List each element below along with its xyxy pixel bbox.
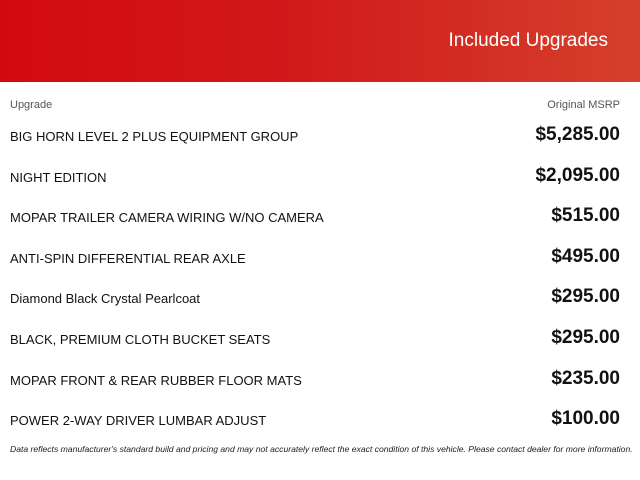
header-banner: [0, 0, 640, 82]
upgrade-price: $100.00: [551, 408, 620, 430]
upgrade-price: $2,095.00: [535, 164, 620, 186]
disclaimer-text: Data reflects manufacturer's standard build and pricing and may not accurately reflect the exact condition of this vehicle. Please contact dealer for more information.: [10, 444, 633, 454]
column-header-upgrade: Upgrade: [10, 99, 53, 111]
upgrade-price: $495.00: [551, 245, 620, 267]
table-row: [10, 115, 620, 156]
table-row: [10, 237, 620, 278]
upgrade-price: $295.00: [551, 286, 620, 308]
table-row: [10, 277, 620, 318]
upgrade-price: $235.00: [551, 367, 620, 389]
table-row: [10, 359, 620, 400]
upgrade-name: POWER 2-WAY DRIVER LUMBAR ADJUST: [10, 413, 267, 429]
upgrade-name: Diamond Black Crystal Pearlcoat: [10, 291, 201, 307]
table-row: [10, 196, 620, 237]
table-row: [10, 399, 620, 440]
upgrade-name: MOPAR TRAILER CAMERA WIRING W/NO CAMERA: [10, 210, 324, 226]
upgrade-name: BLACK, PREMIUM CLOTH BUCKET SEATS: [10, 331, 271, 347]
upgrade-name: BIG HORN LEVEL 2 PLUS EQUIPMENT GROUP: [10, 129, 299, 144]
table-row: [10, 156, 620, 197]
upgrade-price: $295.00: [551, 326, 620, 348]
upgrades-table: [10, 115, 620, 440]
table-row: [10, 318, 620, 359]
upgrade-price: $5,285.00: [535, 124, 620, 145]
table-header: [10, 99, 620, 113]
upgrade-name: NIGHT EDITION: [10, 169, 107, 185]
page-title: Included Upgrades: [448, 30, 608, 51]
upgrade-name: ANTI-SPIN DIFFERENTIAL REAR AXLE: [10, 250, 246, 266]
column-header-msrp: Original MSRP: [547, 99, 620, 111]
upgrade-price: $515.00: [551, 205, 620, 227]
upgrade-name: MOPAR FRONT & REAR RUBBER FLOOR MATS: [10, 372, 302, 388]
